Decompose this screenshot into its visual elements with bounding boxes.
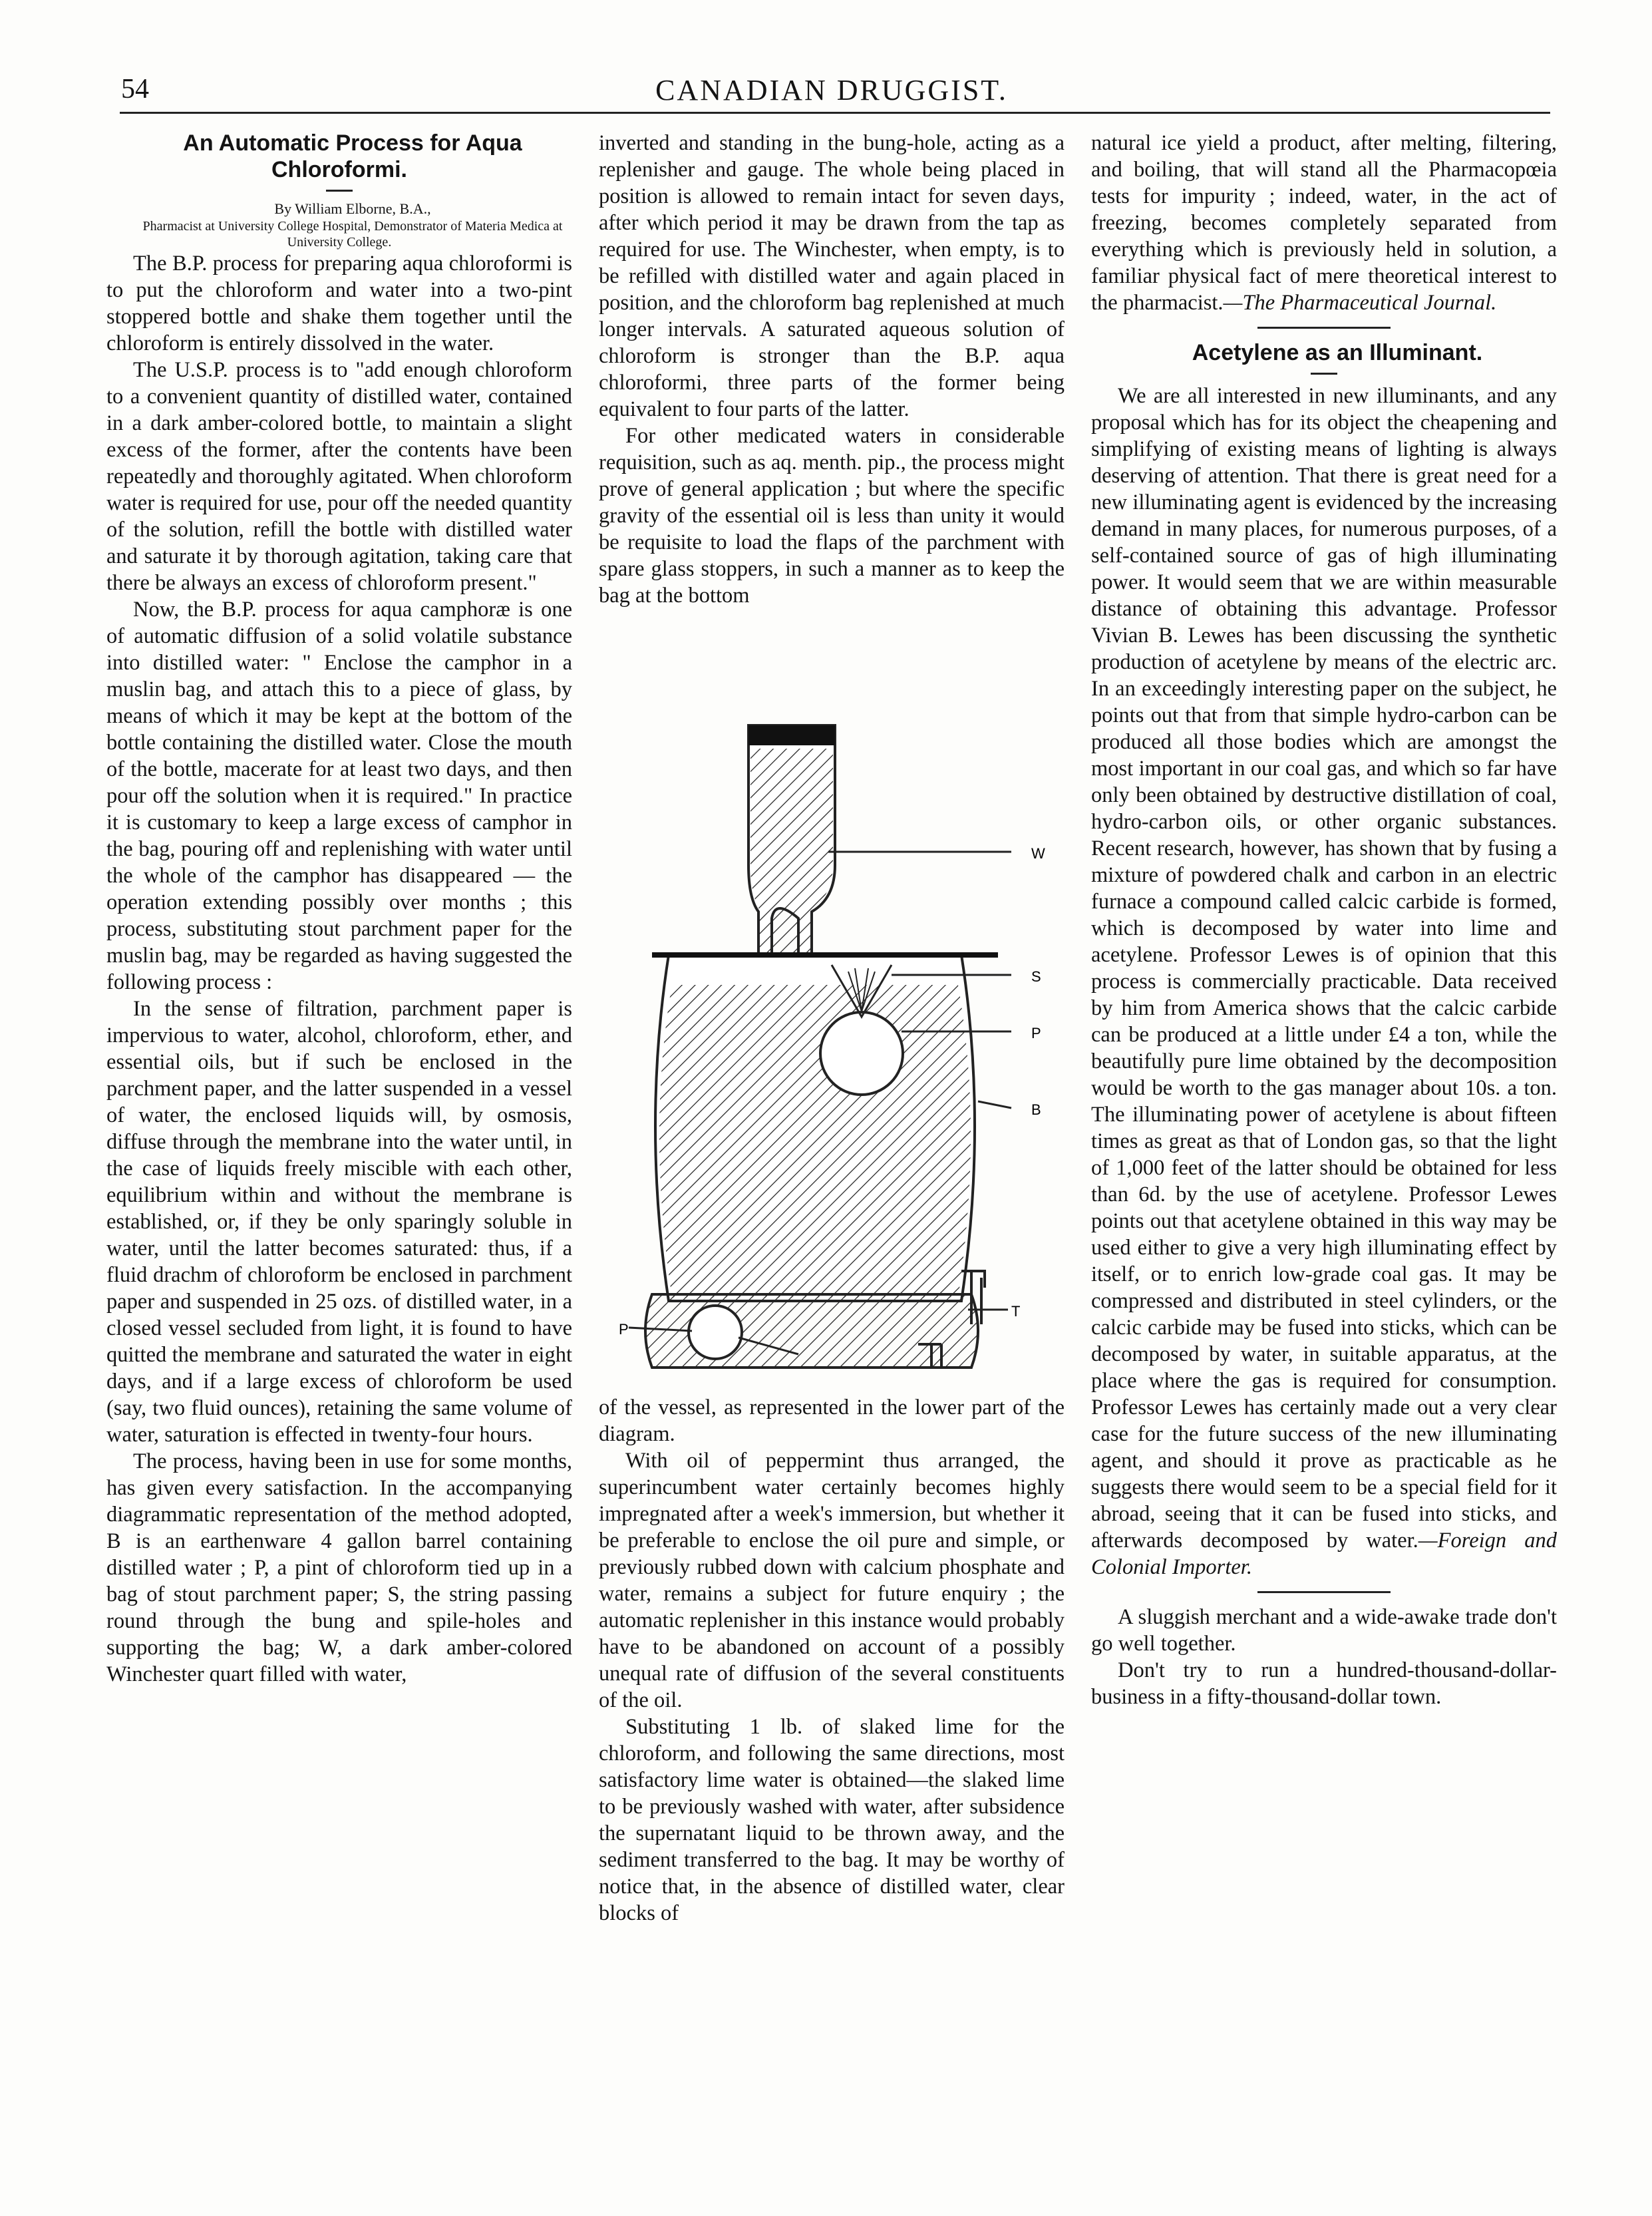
article-title: An Automatic Process for Aqua Chloroformi. xyxy=(183,130,522,182)
header-rule xyxy=(120,112,1550,114)
label-t: T xyxy=(1011,1303,1021,1320)
article-title: Acetylene as an Illuminant. xyxy=(1192,340,1483,365)
paragraph: Now, the B.P. process for aqua camphoræ is one of automatic diffusion of a solid volatile substance into distilled water: " Enclose the camphor in a muslin bag, and attach this to a piece of glass, by means of which it may be kept at the bottom of the bottle containing the distilled water. Close the mouth of the bottle, macerate for at least two days, and then pour off the solution when it is required." In practice it is customary to keep a large excess of camphor in the bag, pouring off and replenishing with water until the whole of the camphor has disappeared — the operation extending possibly over months ; this process, substituting stout parchment paper for the muslin bag, may be regarded as having suggested the following process : xyxy=(106,598,572,994)
paragraph: The process, having been in use for some months, has given every satisfaction. In the accompanying diagrammatic representation of the method adopted, B is an earthenware 4 gallon barrel containing distilled water ; P, a pint of chloroform tied up in a bag of stout parchment paper; S, the string passing round through the bung and spile-holes and supporting the bag; W, a dark amber-colored Winchester quart filled with water, xyxy=(106,1449,572,1686)
title-dash xyxy=(1311,373,1337,375)
paragraph xyxy=(1091,383,1557,1580)
chloroform-bag xyxy=(820,1012,903,1095)
barrel xyxy=(652,955,998,1324)
lower-vessel xyxy=(645,1294,978,1368)
section-rule xyxy=(1257,1591,1391,1593)
filler-paragraph: A sluggish merchant and a wide-awake trade don't go well together. xyxy=(1091,1605,1557,1656)
paragraph: inverted and standing in the bung-hole, acting as a replenisher and gauge. The whole being placed in position is allowed to remain intact for seven days, after which period it may be drawn from the tap as required for use. The Winchester, when empty, is to be refilled with distilled water and again placed in position, and the chloroform bag replenished at much longer intervals. A saturated aqueous solution of chloroform is stronger than the B.P. aqua chloroformi, three parts of the former being equivalent to four parts of the latter. xyxy=(599,131,1065,421)
source-citation: —The Pharmaceutical Journal. xyxy=(1223,291,1497,315)
diagram-svg xyxy=(599,699,1065,1371)
paragraph: The B.P. process for preparing aqua chloroformi is to put the chloroform and water into a two-pint stoppered bottle and shake them together until the chloroform is entirely dissolved in the water. xyxy=(106,252,572,355)
label-s: S xyxy=(1031,968,1041,985)
source-citation: —Foreign and Colonial Importer. xyxy=(1091,1529,1557,1579)
author-affiliation: Pharmacist at University College Hospital, Demonstrator of Materia Medica at University College. xyxy=(142,219,563,250)
paragraph xyxy=(1091,130,1557,316)
filler-paragraph: Don't try to run a hundred-thousand-dollar-business in a fifty-thousand-dollar town. xyxy=(1091,1658,1557,1709)
column-3 xyxy=(1091,130,1557,1710)
label-p: P xyxy=(1031,1025,1041,1041)
paragraph: For other medicated waters in considerable requisition, such as aq. menth. pip., the process might prove of general application ; but where the specific gravity of the essential oil is less than unity it would be requisite to load the flaps of the parchment with spare glass stoppers, in such a manner as to keep the bag at the bottom xyxy=(599,424,1065,608)
apparatus-diagram xyxy=(599,699,1065,1371)
bottle-cap xyxy=(748,725,835,745)
column-1 xyxy=(106,130,572,1688)
winchester-bottle xyxy=(748,725,835,965)
title-dash xyxy=(326,190,353,192)
paragraph: The U.S.P. process is to "add enough chloroform to a convenient quantity of distilled water, contained in a dark amber-colored bottle, to maintain a slight excess of the former, after the contents have been repeatedly and thoroughly agitated. When chloroform water is required for use, pour off the needed quantity of the solution, refill the bottle with distilled water and saturate it by thorough agitation, taking care that there be always an excess of chloroform present." xyxy=(106,358,572,595)
page-header xyxy=(100,73,1564,113)
column-2-bottom xyxy=(599,1394,1065,1927)
body-text: We are all interested in new illuminants, and any proposal which has for its object the cheapening and simplifying of existing means of lighting is always deserving of attention. That there is great need for a new illuminating agent is evidenced by the increasing demand in many places, for numerous purposes, of a self-contained source of gas of high illuminating power. It would seem that we are within measurable distance of obtaining this advantage. Professor Vivian B. Lewes has been discussing the synthetic production of acetylene by means of the electric arc. In an exceedingly interesting paper on the subject, he points out that from that simple hydro-carbon can be produced all those bodies which are amongst the most important in our coal gas, and which so far have only been obtained by destructive distillation of coal, hydro-carbon oils, or other organic substances. Recent research, however, has shown that by fusing a mixture of powdered chalk and carbon in an electric furnace a compound called calcic carbide is formed, which is decomposed by water into lime and acetylene. Professor Lewes is of opinion that this process is commercially practicable. Data received by him from America shows that the calcic carbide can be produced at a little under £4 a ton, while the beautifully pure lime obtained by the decomposition would be worth to the gas manager about 10s. a ton. The illuminating power of acetylene is about fifteen times as great as that of London gas, so that the light of 1,000 feet of the latter should be obtained for less than 6d. by the use of acetylene. Professor Lewes points out that acetylene obtained in this way may be used either to give a very high illuminating effect by itself, or to enrich low-grade coal gas. It may be compressed and distributed in steel cylinders, or the calcic carbide may be fused into sticks, which can be decomposed by water, in suitable apparatus, at the place where the gas is required for consumption. Professor Lewes has certainly made out a very clear case for the future success of the new illuminating agent, and should it prove as practicable as he suggests there would seem to be a special field for it abroad, seeing that it can be fused into sticks, and afterwards decomposed by water. xyxy=(1091,384,1557,1553)
lower-bag xyxy=(689,1306,742,1359)
paragraph: In the sense of filtration, parchment paper is impervious to water, alcohol, chloroform, ether, and essential oils, but if such be enclosed in the parchment paper, and the latter suspended in a vessel of water, the enclosed liquids will, by osmosis, diffuse through the membrane into the water until, in the case of liquids freely miscible with each other, equilibrium within and without the membrane is established, or, if they be only sparingly soluble in water, until the latter becomes saturated: thus, if a fluid drachm of chloroform be enclosed in parchment paper and suspended in 25 ozs. of distilled water, in a closed vessel secluded from light, it is found to have quitted the membrane and saturated the water in eight days, and if a large excess of chloroform be used (say, two fluid ounces), retaining the same volume of water, saturation is effected in twenty-four hours. xyxy=(106,997,572,1447)
bottle-water xyxy=(750,749,833,964)
section-rule xyxy=(1257,327,1391,329)
label-b: B xyxy=(1031,1101,1041,1118)
label-p-lower: P xyxy=(619,1321,629,1338)
page-number: 54 xyxy=(121,74,149,104)
paragraph: With oil of peppermint thus arranged, the superincumbent water certainly becomes highly impregnated after a week's immersion, but whether it be preferable to enclose the oil pure and simple, or previously rubbed down with calcium phosphate and water, remains a subject for future enquiry ; the automatic replenisher in this instance would probably have to be abandoned on account of a possibly unequal rate of diffusion of the several constituents of the oil. xyxy=(599,1449,1065,1712)
paragraph: of the vessel, as represented in the lower part of the diagram. xyxy=(599,1395,1065,1446)
author-byline: By William Elborne, B.A., xyxy=(274,200,431,217)
label-w: W xyxy=(1031,845,1045,862)
journal-title: CANADIAN DRUGGIST. xyxy=(655,74,1008,106)
column-2-top xyxy=(599,130,1065,609)
continuation-text: natural ice yield a product, after melting, filtering, and boiling, that will stand all the Pharmacopœia tests for impurity ; indeed, water, in the act of freezing, becomes completely separated from everything which is previously held in solution, a familiar physical fact of mere theoretical interest to the pharmacist. xyxy=(1091,131,1557,315)
paragraph: Substituting 1 lb. of slaked lime for the chloroform, and following the same directions, most satisfactory lime water is obtained—the slaked lime to be previously washed with water, after subsidence the supernatant liquid to be thrown away, and the sediment transferred to the bag. It may be worthy of notice that, in the absence of distilled water, clear blocks of xyxy=(599,1715,1065,1925)
